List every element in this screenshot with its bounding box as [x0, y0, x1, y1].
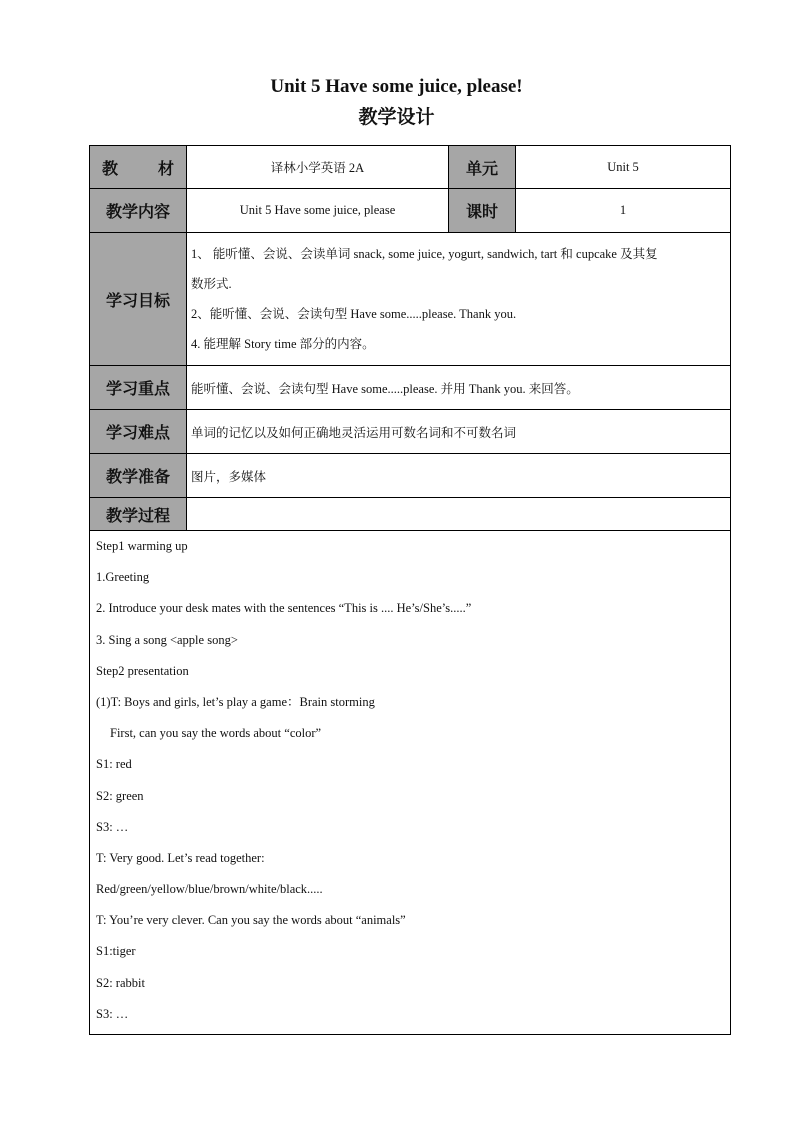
- process-content: [90, 531, 731, 1035]
- goals-content: [187, 233, 731, 366]
- key-points-value: 能听懂、会说、会读句型 Have some.....please. 并用 Thank you. 来回答。: [187, 366, 731, 410]
- document-subtitle: 教学设计: [358, 106, 435, 128]
- preparation-label: 教学准备: [90, 454, 187, 498]
- goal-line: 1、 能听懂、会说、会读单词 snack, some juice, yogurt, sandwich, tart 和 cupcake 及其复: [191, 247, 658, 261]
- process-line: S2: green: [96, 788, 144, 803]
- process-line: S1: red: [96, 757, 132, 772]
- difficulties-label: 学习难点: [90, 410, 187, 454]
- difficulties-value: 单词的记忆以及如何正确地灵活运用可数名词和不可数名词: [187, 410, 731, 454]
- preparation-row: [90, 454, 731, 498]
- textbook-value: 译林小学英语 2A: [187, 146, 449, 189]
- process-line: 1.Greeting: [96, 570, 150, 585]
- textbook-label: 教 材: [90, 146, 187, 189]
- goal-line: 4. 能理解 Story time 部分的内容。: [191, 337, 375, 351]
- process-label: 教学过程: [90, 498, 187, 531]
- process-line: S3: …: [96, 819, 129, 834]
- document-title: Unit 5 Have some juice, please!: [270, 76, 523, 97]
- goal-line: 2、能听懂、会说、会读句型 Have some.....please. Thank you.: [191, 307, 517, 321]
- process-line: Step2 presentation: [96, 663, 189, 678]
- content-row: [90, 189, 731, 233]
- process-line: T: You’re very clever. Can you say the words about “animals”: [96, 913, 406, 928]
- process-line: Step1 warming up: [96, 539, 188, 553]
- process-line: 2. Introduce your desk mates with the sentences “This is .... He’s/She’s.....”: [96, 601, 472, 616]
- preparation-value: 图片，多媒体: [187, 454, 731, 498]
- goals-row: [90, 233, 731, 366]
- content-value: Unit 5 Have some juice, please: [187, 189, 449, 233]
- process-line: 3. Sing a song <apple song>: [96, 632, 238, 647]
- process-line: S1:tiger: [96, 944, 136, 959]
- goals-label: 学习目标: [90, 233, 187, 366]
- difficulties-row: [90, 410, 731, 454]
- process-line: First, can you say the words about “color”: [110, 726, 322, 741]
- process-line: Red/green/yellow/blue/brown/white/black.....: [96, 882, 323, 897]
- process-line: S2: rabbit: [96, 975, 145, 990]
- key-points-label: 学习重点: [90, 366, 187, 410]
- period-value: 1: [516, 189, 731, 233]
- unit-label: 单元: [449, 146, 516, 189]
- period-label: 课时: [449, 189, 516, 233]
- process-line: T: Very good. Let’s read together:: [96, 850, 265, 865]
- content-label: 教学内容: [90, 189, 187, 233]
- process-header-blank: [187, 498, 731, 531]
- process-line: S3: …: [96, 1006, 129, 1021]
- textbook-row: [90, 146, 731, 189]
- key-points-row: [90, 366, 731, 410]
- lesson-plan-table: [89, 145, 731, 1035]
- unit-value: Unit 5: [516, 146, 731, 189]
- process-line: (1)T: Boys and girls, let’s play a game：Brain storming: [96, 694, 375, 709]
- process-header-row: [90, 498, 731, 531]
- goal-line: 数形式.: [191, 277, 232, 291]
- process-row: [90, 531, 731, 1035]
